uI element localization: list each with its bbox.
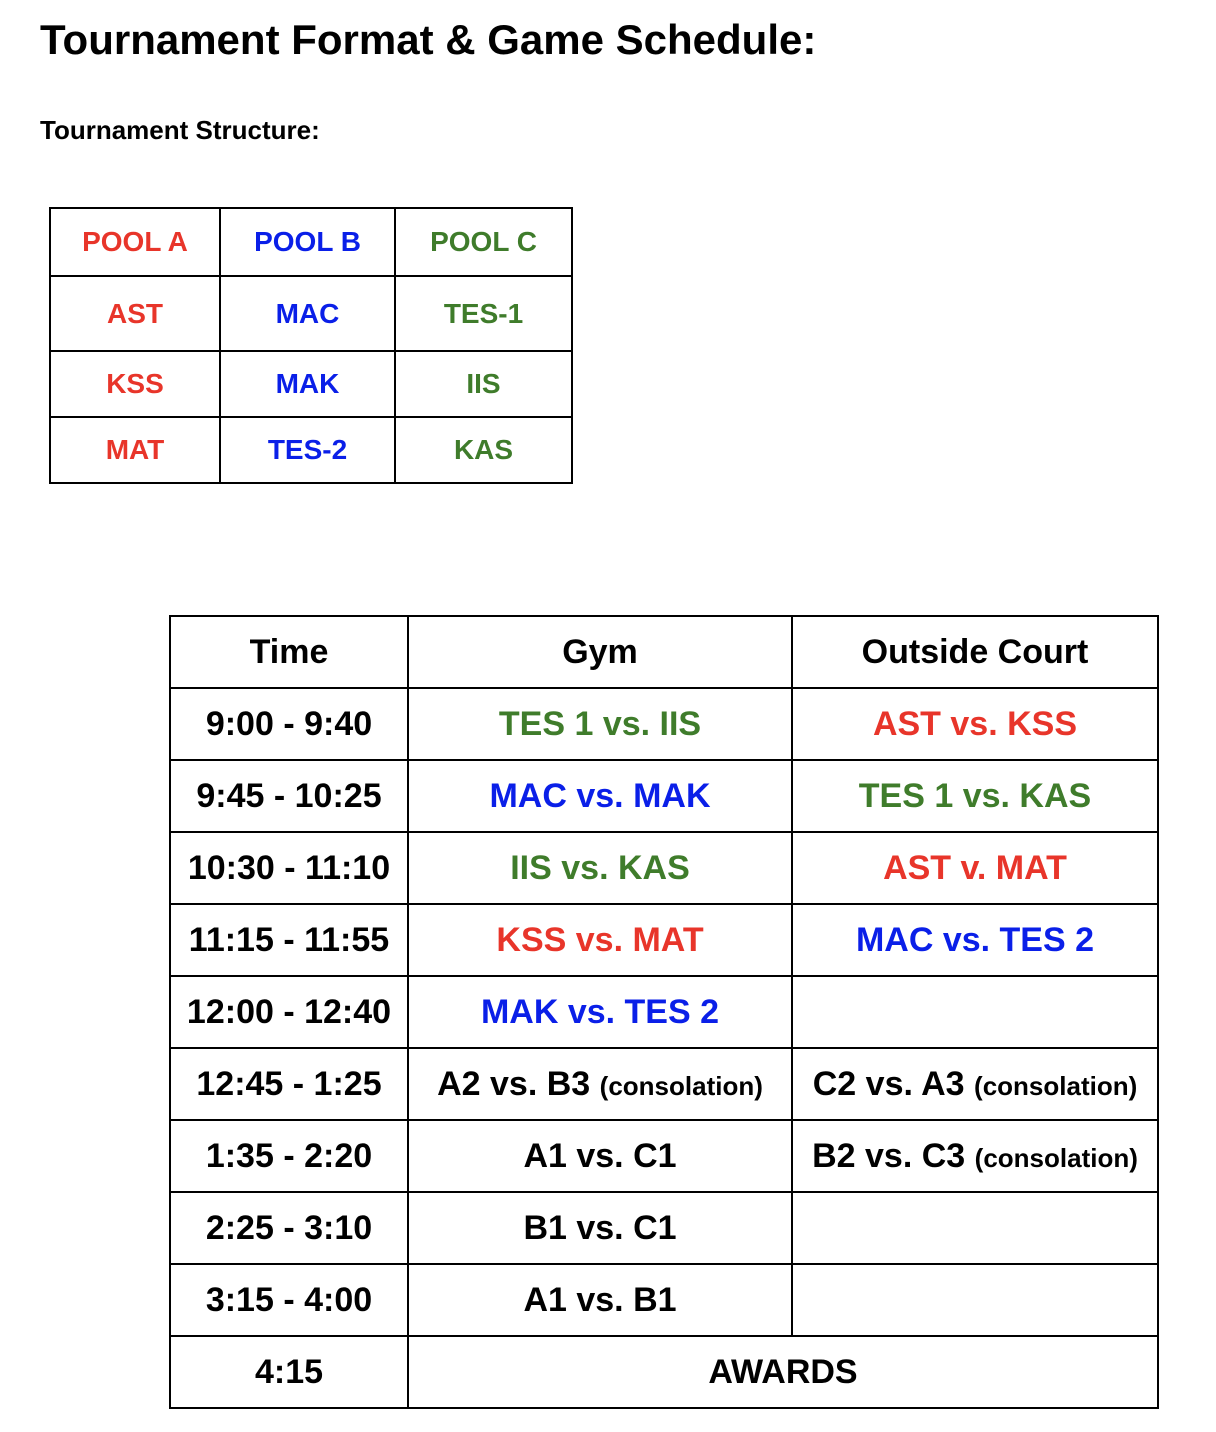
court-game-cell bbox=[792, 1264, 1158, 1336]
court-game-cell: AST v. MAT bbox=[792, 832, 1158, 904]
pool-table bbox=[49, 207, 573, 484]
schedule-row bbox=[170, 1048, 1158, 1120]
page-title: Tournament Format & Game Schedule: bbox=[40, 16, 817, 63]
time-cell: 9:45 - 10:25 bbox=[170, 760, 408, 832]
schedule-row bbox=[170, 1264, 1158, 1336]
time-cell: 11:15 - 11:55 bbox=[170, 904, 408, 976]
pool-row bbox=[50, 276, 572, 351]
schedule-row bbox=[170, 976, 1158, 1048]
gym-matchup: A2 vs. B3 bbox=[437, 1064, 591, 1103]
time-cell: 3:15 - 4:00 bbox=[170, 1264, 408, 1336]
gym-game-cell: A1 vs. C1 bbox=[408, 1120, 792, 1192]
court-matchup: C2 vs. A3 bbox=[812, 1064, 965, 1103]
gym-game-cell: KSS vs. MAT bbox=[408, 904, 792, 976]
outside-court-column-header: Outside Court bbox=[792, 616, 1158, 688]
court-consolation-note: (consolation) bbox=[974, 1070, 1138, 1101]
pool-c-team: TES-1 bbox=[395, 276, 572, 351]
court-game-cell bbox=[792, 1048, 1158, 1120]
pool-row bbox=[50, 351, 572, 417]
time-cell: 12:00 - 12:40 bbox=[170, 976, 408, 1048]
schedule-row bbox=[170, 688, 1158, 760]
pool-b-header: POOL B bbox=[220, 208, 395, 276]
pool-b-team: MAK bbox=[220, 351, 395, 417]
court-game-cell: AST vs. KSS bbox=[792, 688, 1158, 760]
gym-game-cell: MAK vs. TES 2 bbox=[408, 976, 792, 1048]
time-cell: 12:45 - 1:25 bbox=[170, 1048, 408, 1120]
court-matchup: B2 vs. C3 bbox=[812, 1136, 966, 1175]
pool-c-header: POOL C bbox=[395, 208, 572, 276]
schedule-row bbox=[170, 1120, 1158, 1192]
pool-row bbox=[50, 417, 572, 483]
court-game-cell bbox=[792, 1120, 1158, 1192]
schedule-table bbox=[169, 615, 1159, 1409]
pool-a-team: AST bbox=[50, 276, 220, 351]
gym-game-cell: IIS vs. KAS bbox=[408, 832, 792, 904]
awards-cell: AWARDS bbox=[408, 1336, 1158, 1408]
pool-c-team: IIS bbox=[395, 351, 572, 417]
tournament-structure-heading: Tournament Structure: bbox=[40, 115, 320, 145]
court-consolation-note: (consolation) bbox=[974, 1142, 1138, 1173]
awards-row bbox=[170, 1336, 1158, 1408]
pool-b-team: TES-2 bbox=[220, 417, 395, 483]
schedule-header-row bbox=[170, 616, 1158, 688]
gym-game-cell bbox=[408, 1048, 792, 1120]
time-cell: 2:25 - 3:10 bbox=[170, 1192, 408, 1264]
gym-game-cell: B1 vs. C1 bbox=[408, 1192, 792, 1264]
court-game-cell: MAC vs. TES 2 bbox=[792, 904, 1158, 976]
time-cell: 4:15 bbox=[170, 1336, 408, 1408]
gym-game-cell: A1 vs. B1 bbox=[408, 1264, 792, 1336]
gym-consolation-note: (consolation) bbox=[599, 1070, 763, 1101]
gym-game-cell: MAC vs. MAK bbox=[408, 760, 792, 832]
time-cell: 9:00 - 9:40 bbox=[170, 688, 408, 760]
gym-game-cell: TES 1 vs. IIS bbox=[408, 688, 792, 760]
schedule-row bbox=[170, 1192, 1158, 1264]
pool-a-team: KSS bbox=[50, 351, 220, 417]
pool-a-header: POOL A bbox=[50, 208, 220, 276]
pool-c-team: KAS bbox=[395, 417, 572, 483]
court-game-cell: TES 1 vs. KAS bbox=[792, 760, 1158, 832]
time-cell: 1:35 - 2:20 bbox=[170, 1120, 408, 1192]
schedule-row bbox=[170, 904, 1158, 976]
schedule-row bbox=[170, 760, 1158, 832]
gym-column-header: Gym bbox=[408, 616, 792, 688]
time-cell: 10:30 - 11:10 bbox=[170, 832, 408, 904]
time-column-header: Time bbox=[170, 616, 408, 688]
pool-header-row bbox=[50, 208, 572, 276]
court-game-cell bbox=[792, 1192, 1158, 1264]
pool-a-team: MAT bbox=[50, 417, 220, 483]
schedule-row bbox=[170, 832, 1158, 904]
pool-b-team: MAC bbox=[220, 276, 395, 351]
court-game-cell bbox=[792, 976, 1158, 1048]
